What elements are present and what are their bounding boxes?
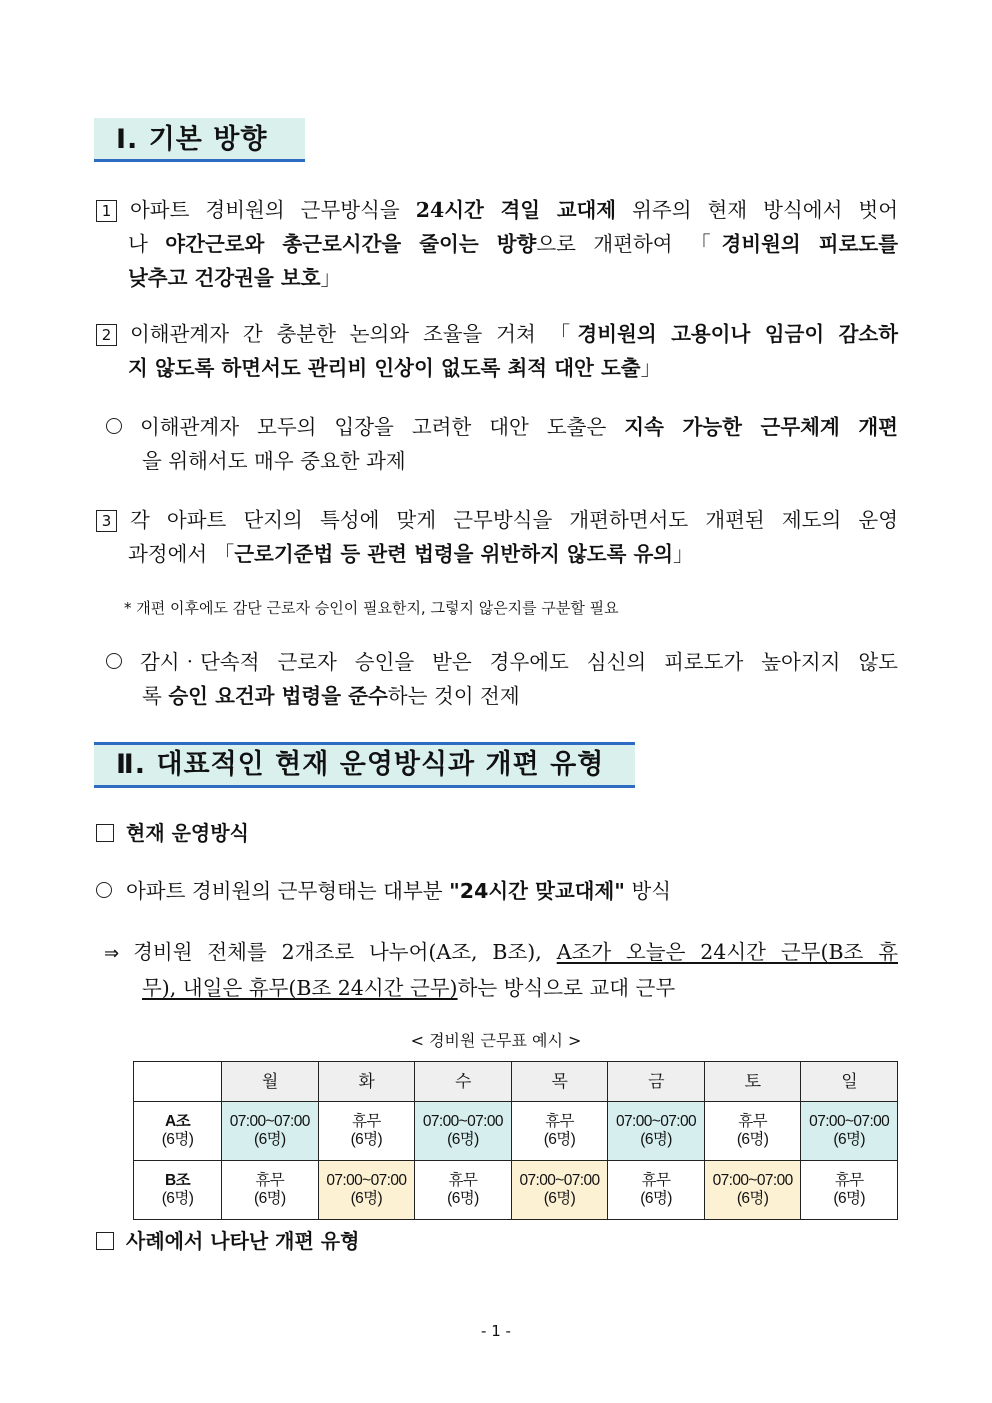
- shift-cell: 휴무 (6명): [415, 1161, 512, 1220]
- item-1-line-1: 아파트 경비원의 근무방식을 24시간 격일 교대제 위주의 현재 방식에서 벗어: [130, 198, 898, 222]
- day-header: 화: [318, 1062, 415, 1102]
- circle-bullet-icon: [106, 653, 122, 669]
- item-2-line-2: 지 않도록 하면서도 관리비 인상이 없도록 최적 대안 도출」: [128, 356, 662, 380]
- item-1-line-3: 낮추고 건강권을 보호」: [128, 266, 342, 290]
- item-number-1: 1: [96, 200, 117, 222]
- bullet-2: [96, 645, 898, 713]
- circle-bullet-icon: [96, 882, 112, 898]
- shift-cell: 07:00~07:00 (6명): [608, 1102, 705, 1161]
- item-number-2: 2: [96, 324, 117, 346]
- checkbox-square-icon: [96, 1232, 114, 1250]
- shift-cell: 07:00~07:00 (6명): [415, 1102, 512, 1161]
- shift-cell: 07:00~07:00 (6명): [801, 1102, 898, 1161]
- bullet-1: [96, 410, 898, 478]
- shift-cell: 휴무 (6명): [318, 1102, 415, 1161]
- item-number-3: 3: [96, 510, 117, 532]
- table-caption: < 경비원 근무표 예시 >: [410, 1031, 582, 1050]
- day-header: 금: [608, 1062, 705, 1102]
- day-header: 목: [511, 1062, 608, 1102]
- shift-cell: 휴무 (6명): [704, 1102, 801, 1161]
- table-header-row: [134, 1062, 898, 1102]
- shift-cell: 휴무 (6명): [511, 1102, 608, 1161]
- checkbox-square-icon: [96, 824, 114, 842]
- shift-cell: 07:00~07:00 (6명): [222, 1102, 319, 1161]
- group-cell: A조 (6명): [134, 1102, 222, 1161]
- shift-cell: 휴무 (6명): [222, 1161, 319, 1220]
- item-2-line-1: 이해관계자 간 충분한 논의와 조율을 거쳐 「경비원의 고용이나 임금이 감소하: [130, 322, 899, 346]
- group-cell: B조 (6명): [134, 1161, 222, 1220]
- table-row: [134, 1161, 898, 1220]
- arrow-icon: ⇒: [104, 943, 120, 964]
- day-header: 일: [801, 1062, 898, 1102]
- section-2-bullet-1-text: 아파트 경비원의 근무형태는 대부분 "24시간 맞교대제" 방식: [126, 879, 672, 903]
- section-1-heading: Ⅰ. 기본 방향: [94, 118, 305, 162]
- item-1-line-2: 나 야간근로와 총근로시간을 줄이는 방향으로 개편하여 「경비원의 피로도를: [128, 232, 899, 256]
- table-corner-cell: [134, 1062, 222, 1102]
- item-3-line-1: 각 아파트 단지의 특성에 맞게 근무방식을 개편하면서도 개편된 제도의 운영: [130, 508, 898, 532]
- arrow-item-line-2: 무), 내일은 휴무(B조 24시간 근무)하는 방식으로 교대 근무: [142, 976, 676, 1000]
- subheading-reform-types-label: 사례에서 나타난 개편 유형: [126, 1229, 360, 1253]
- subheading-current-method-label: 현재 운영방식: [126, 821, 249, 845]
- footnote: * 개편 이후에도 감단 근로자 승인이 필요한지, 그렇지 않은지를 구분할 필요: [124, 599, 619, 617]
- page-number: - 1 -: [481, 1322, 511, 1340]
- section-2-bullet-1: [96, 874, 898, 908]
- circle-bullet-icon: [106, 418, 122, 434]
- subheading-current-method: [96, 818, 249, 848]
- item-3-line-2: 과정에서 「근로기준법 등 관련 법령을 위반하지 않도록 유의」: [128, 542, 694, 566]
- shift-cell: 07:00~07:00 (6명): [318, 1161, 415, 1220]
- subheading-reform-types: [96, 1226, 359, 1256]
- bullet-2-line-2: 록 승인 요건과 법령을 준수하는 것이 전제: [142, 684, 520, 708]
- day-header: 수: [415, 1062, 512, 1102]
- shift-cell: 휴무 (6명): [801, 1161, 898, 1220]
- shift-cell: 휴무 (6명): [608, 1161, 705, 1220]
- schedule-table: [133, 1061, 898, 1220]
- day-header: 토: [704, 1062, 801, 1102]
- section-2-heading: Ⅱ. 대표적인 현재 운영방식과 개편 유형: [94, 742, 635, 788]
- arrow-item: [96, 935, 898, 1005]
- day-header: 월: [222, 1062, 319, 1102]
- shift-cell: 07:00~07:00 (6명): [511, 1161, 608, 1220]
- bullet-1-line-2: 을 위해서도 매우 중요한 과제: [142, 449, 406, 473]
- table-row: [134, 1102, 898, 1161]
- item-2: [96, 317, 898, 385]
- bullet-2-line-1: 감시‧단속적 근로자 승인을 받은 경우에도 심신의 피로도가 높아지지 않도: [140, 650, 898, 674]
- shift-cell: 07:00~07:00 (6명): [704, 1161, 801, 1220]
- bullet-1-line-1: 이해관계자 모두의 입장을 고려한 대안 도출은 지속 가능한 근무체계 개편: [140, 415, 898, 439]
- item-1: [96, 193, 898, 295]
- arrow-item-line-1: 경비원 전체를 2개조로 나누어(A조, B조), A조가 오늘은 24시간 근무(B조 휴: [133, 940, 898, 964]
- item-3: [96, 503, 898, 571]
